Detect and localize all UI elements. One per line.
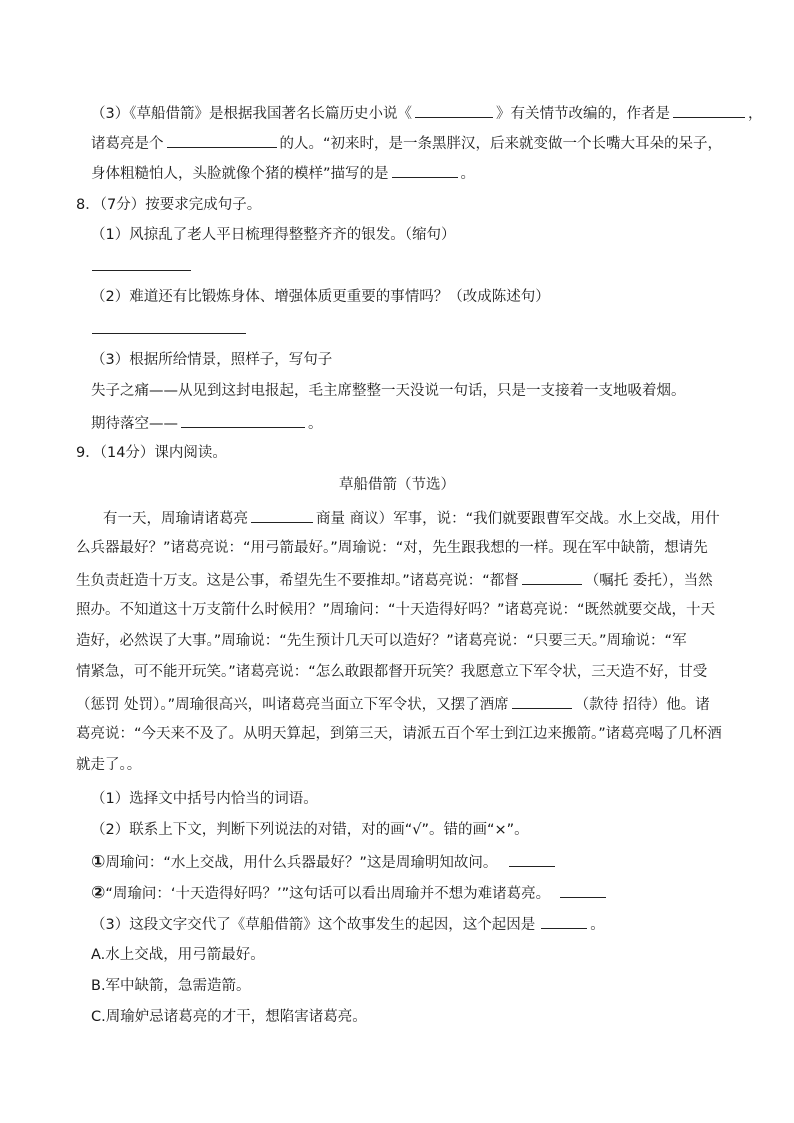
q9-sub3-text: 。 bbox=[590, 917, 605, 933]
passage-text: 有一天，周瑜请诸葛亮 bbox=[103, 511, 248, 527]
q9-header: 9．（14分）课内阅读。 bbox=[76, 445, 227, 461]
q9-judge1 bbox=[91, 851, 558, 873]
judge-text: “周瑜问：‘十天造得好吗？’”这句话可以看出周瑜并不想为难诸葛亮。 bbox=[105, 886, 551, 902]
answer-blank[interactable] bbox=[251, 507, 313, 523]
q9-sub3-text: （3）这段文字交代了《草船借箭》这个故事发生的起因，这个起因是 bbox=[91, 917, 536, 933]
passage-line bbox=[76, 569, 713, 591]
option-b[interactable]: B.军中缺箭，急需造箭。 bbox=[91, 978, 251, 994]
answer-blank[interactable] bbox=[560, 882, 606, 898]
option-a[interactable]: A.水上交战，用弓箭最好。 bbox=[91, 947, 265, 963]
circled-number-1: ① bbox=[91, 852, 106, 872]
passage-line bbox=[103, 507, 720, 529]
passage-text: 生负责赶造十万支。这是公事，希望先生不要推却。”诸葛亮说：“都督 bbox=[76, 573, 519, 589]
answer-blank[interactable] bbox=[181, 412, 305, 428]
passage-title: 草船借箭（节选） bbox=[339, 477, 455, 493]
passage-line: 就走了。。 bbox=[76, 757, 142, 773]
q9-sub2: （2）联系上下文，判断下列说法的对错，对的画“√”。错的画“×”。 bbox=[91, 822, 529, 838]
q7-3-text: 身体粗糙怕人，头脸就像个猪的模样”描写的是 bbox=[91, 166, 389, 182]
q8-header: 8．（7分）按要求完成句子。 bbox=[76, 197, 262, 213]
q7-3-text: 。 bbox=[460, 166, 476, 182]
answer-blank[interactable] bbox=[392, 162, 458, 178]
q7-3-line1 bbox=[91, 102, 762, 124]
q8-prompt-text: 。 bbox=[308, 416, 323, 432]
answer-line[interactable] bbox=[92, 333, 246, 334]
q9-judge2 bbox=[91, 882, 609, 904]
q8-prompt-text: 期待落空—— bbox=[91, 416, 178, 432]
q7-3-text: ， bbox=[747, 106, 763, 122]
passage-line: 么兵器最好？”诸葛亮说：“用弓箭最好。”周瑜说：“对，先生跟我想的一样。现在军中缺箭，想请先 bbox=[76, 540, 708, 556]
q8-sub1: （1）风掠乱了老人平日梳理得整整齐齐的银发。（缩句） bbox=[91, 227, 456, 243]
answer-line[interactable] bbox=[92, 270, 191, 271]
passage-text: 商量 商议）军事，说：“我们就要跟曹军交战。水上交战，用什 bbox=[316, 511, 720, 527]
passage-line bbox=[76, 693, 710, 715]
passage-text: （嘱托 委托），当然 bbox=[584, 573, 713, 589]
answer-blank[interactable] bbox=[415, 102, 493, 118]
q7-3-line2 bbox=[91, 132, 722, 154]
q8-example: 失子之痛——从见到这封电报起，毛主席整整一天没说一句话，只是一支接着一支地吸着烟。 bbox=[91, 383, 686, 399]
passage-text: （惩罚 处罚）。”周瑜很高兴，叫诸葛亮当面立下军令状，又摆了酒席 bbox=[76, 697, 509, 713]
circled-number-2: ② bbox=[91, 883, 106, 903]
q8-sub3: （3）根据所给情景，照样子，写句子 bbox=[91, 352, 333, 368]
judge-text: 周瑜问：“水上交战，用什么兵器最好？”这是周瑜明知故问。 bbox=[105, 855, 498, 871]
answer-blank[interactable] bbox=[512, 693, 572, 709]
answer-blank[interactable] bbox=[167, 132, 277, 148]
passage-text: （款待 招待）他。诸 bbox=[574, 697, 710, 713]
answer-blank[interactable] bbox=[673, 102, 745, 118]
passage-line: 造好，必然误了大事。”周瑜说：“先生预计几天可以造好？”诸葛亮说：“只要三天。”周瑜说：“军 bbox=[76, 633, 687, 649]
passage-line: 葛亮说：“今天来不及了。从明天算起，到第三天，请派五百个军士到江边来搬箭。”诸葛亮喝了几杯酒 bbox=[76, 726, 722, 742]
q7-3-text: 》有关情节改编的，作者是 bbox=[495, 106, 670, 122]
option-c[interactable]: C.周瑜妒忌诸葛亮的才干，想陷害诸葛亮。 bbox=[91, 1009, 367, 1025]
q7-3-text: 诸葛亮是个 bbox=[91, 136, 164, 152]
q8-sub2: （2）难道还有比锻炼身体、增强体质更重要的事情吗？（改成陈述句） bbox=[91, 289, 550, 305]
passage-line: 情紧急，可不能开玩笑。”诸葛亮说：“怎么敢跟都督开玩笑？我愿意立下军令状，三天造不好，甘受 bbox=[76, 664, 708, 680]
answer-blank[interactable] bbox=[509, 851, 555, 867]
q9-sub1: （1）选择文中括号内恰当的词语。 bbox=[91, 791, 318, 807]
q7-3-text: （3）《草船借箭》是根据我国著名长篇历史小说《 bbox=[91, 106, 412, 122]
q8-prompt bbox=[91, 412, 323, 434]
passage-line: 照办。不知道这十万支箭什么时候用？”周瑜问：“十天造得好吗？”诸葛亮说：“既然就要交战，十天 bbox=[76, 602, 716, 618]
q9-sub3 bbox=[91, 913, 605, 935]
answer-blank[interactable] bbox=[522, 569, 582, 585]
q7-3-line3 bbox=[91, 162, 475, 184]
answer-blank[interactable] bbox=[541, 913, 587, 929]
q7-3-text: 的人。“初来时，是一条黑胖汉，后来就变做一个长嘴大耳朵的呆子， bbox=[279, 136, 723, 152]
